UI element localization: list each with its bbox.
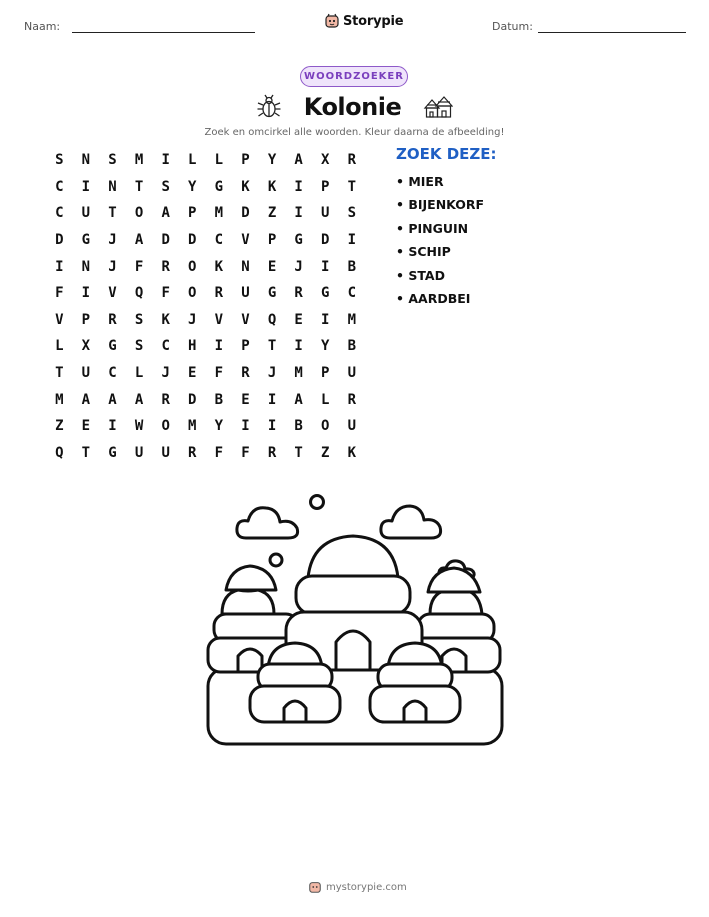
grid-letter[interactable]: R <box>241 365 250 382</box>
letter-grid <box>46 147 365 466</box>
grid-letter[interactable]: A <box>81 391 91 408</box>
right-dome-top <box>430 590 482 614</box>
grid-letter[interactable]: K <box>214 258 224 275</box>
grid-letter[interactable]: C <box>214 232 224 249</box>
grid-letter[interactable]: U <box>81 205 91 222</box>
grid-letter[interactable]: B <box>294 418 303 435</box>
grid-letter[interactable]: S <box>134 338 144 355</box>
grid-letter[interactable]: E <box>81 418 91 435</box>
grid-letter[interactable]: P <box>81 311 91 328</box>
grid-letter[interactable]: Z <box>321 444 330 461</box>
grid-row <box>46 174 365 201</box>
grid-letter[interactable]: L <box>55 338 64 355</box>
grid-letter[interactable]: G <box>81 232 91 249</box>
grid-letter[interactable]: F <box>241 444 250 461</box>
grid-letter[interactable]: M <box>214 205 224 222</box>
storypie-logo-icon <box>324 13 340 29</box>
grid-letter[interactable]: C <box>161 338 170 355</box>
grid-letter[interactable]: F <box>134 258 144 275</box>
footer <box>308 880 407 894</box>
grid-letter[interactable]: L <box>188 152 197 169</box>
word-list-item: • BIJENKORF <box>396 197 485 213</box>
grid-letter[interactable]: J <box>294 258 303 275</box>
brand-logo <box>324 13 403 29</box>
grid-letter[interactable]: I <box>241 418 250 435</box>
grid-letter[interactable]: B <box>347 338 357 355</box>
front-left-door <box>284 701 306 722</box>
grid-letter[interactable]: X <box>81 338 91 355</box>
grid-letter[interactable]: R <box>214 285 224 302</box>
grid-letter[interactable]: Y <box>188 178 197 195</box>
grid-letter[interactable]: R <box>161 391 170 408</box>
grid-letter[interactable]: J <box>267 365 277 382</box>
grid-row <box>46 147 365 174</box>
grid-letter[interactable]: O <box>161 418 170 435</box>
grid-letter[interactable]: G <box>267 285 277 302</box>
grid-row <box>46 333 365 360</box>
grid-letter[interactable]: V <box>55 311 64 328</box>
grid-row <box>46 440 365 467</box>
grid-letter[interactable]: T <box>134 178 144 195</box>
grid-letter[interactable]: F <box>161 285 170 302</box>
grid-letter[interactable]: D <box>188 391 197 408</box>
grid-letter[interactable]: H <box>188 338 197 355</box>
grid-letter[interactable]: F <box>55 285 64 302</box>
worksheet-type-badge: WOORDZOEKER <box>300 66 408 87</box>
grid-letter[interactable]: Z <box>267 205 277 222</box>
grid-letter[interactable]: Y <box>214 418 224 435</box>
grid-letter[interactable]: D <box>241 205 250 222</box>
page-title: Kolonie <box>303 93 402 121</box>
grid-letter[interactable]: Y <box>267 152 277 169</box>
grid-letter[interactable]: P <box>188 205 197 222</box>
grid-letter[interactable]: P <box>241 338 250 355</box>
grid-letter[interactable]: Z <box>55 418 64 435</box>
left-dome-door <box>238 649 262 672</box>
word-list-item: • MIER <box>396 174 444 189</box>
cloud-right <box>381 506 441 538</box>
grid-letter[interactable]: R <box>294 285 303 302</box>
grid-letter[interactable]: F <box>214 444 224 461</box>
word-list <box>396 170 484 310</box>
cloud-left <box>237 508 298 538</box>
grid-letter[interactable]: G <box>294 232 303 249</box>
bubble <box>270 554 282 566</box>
grid-letter[interactable]: W <box>134 418 144 435</box>
grid-letter[interactable]: R <box>347 152 357 169</box>
word-list-heading: ZOEK DEZE: <box>396 145 497 163</box>
grid-letter[interactable]: J <box>188 311 197 328</box>
grid-letter[interactable]: M <box>188 418 197 435</box>
grid-letter[interactable]: A <box>294 152 303 169</box>
grid-letter[interactable]: J <box>161 365 170 382</box>
grid-letter[interactable]: I <box>321 311 330 328</box>
grid-letter[interactable]: A <box>134 391 144 408</box>
word-list-item: • SCHIP <box>396 244 451 260</box>
grid-letter[interactable]: P <box>241 152 250 169</box>
grid-letter[interactable]: I <box>267 391 277 408</box>
word-list-item: • STAD <box>396 267 445 283</box>
grid-row <box>46 253 365 280</box>
date-label: Datum: <box>492 20 533 33</box>
grid-letter[interactable]: A <box>294 391 303 408</box>
grid-letter[interactable]: R <box>108 311 117 328</box>
grid-letter[interactable]: S <box>108 152 117 169</box>
word-list-item: • PINGUIN <box>396 220 469 236</box>
grid-letter[interactable]: T <box>347 178 357 195</box>
grid-row <box>46 413 365 440</box>
footer-url[interactable]: mystorypie.com <box>326 881 407 893</box>
grid-letter[interactable]: L <box>321 391 330 408</box>
bubble <box>311 496 324 509</box>
grid-letter[interactable]: R <box>161 258 170 275</box>
grid-letter[interactable]: E <box>294 311 303 328</box>
grid-letter[interactable]: Q <box>267 311 277 328</box>
grid-letter[interactable]: J <box>108 232 117 249</box>
grid-letter[interactable]: I <box>81 178 91 195</box>
grid-letter[interactable]: A <box>161 205 170 222</box>
center-dome-tier <box>296 576 410 614</box>
grid-row <box>46 280 365 307</box>
grid-letter[interactable]: U <box>161 444 170 461</box>
title-row <box>0 92 709 122</box>
grid-letter[interactable]: J <box>108 258 117 275</box>
word-list-item: • AARDBEI <box>396 290 471 306</box>
grid-letter[interactable]: U <box>347 418 357 435</box>
left-dome-top <box>222 590 274 614</box>
colony-illustration[interactable] <box>200 488 510 750</box>
grid-letter[interactable]: L <box>134 365 144 382</box>
grid-letter[interactable]: G <box>108 444 117 461</box>
huts-icon <box>423 94 453 120</box>
grid-letter[interactable]: T <box>294 444 303 461</box>
grid-row <box>46 360 365 387</box>
grid-letter[interactable]: T <box>267 338 277 355</box>
grid-letter[interactable]: A <box>134 232 144 249</box>
grid-letter[interactable]: S <box>161 178 170 195</box>
grid-letter[interactable]: D <box>55 232 64 249</box>
grid-letter[interactable]: L <box>214 152 224 169</box>
grid-letter[interactable]: N <box>81 152 91 169</box>
grid-letter[interactable]: N <box>81 258 91 275</box>
name-line[interactable] <box>72 32 255 33</box>
name-label: Naam: <box>24 20 61 33</box>
grid-letter[interactable]: O <box>188 258 197 275</box>
grid-letter[interactable]: I <box>294 178 303 195</box>
grid-letter[interactable]: U <box>134 444 144 461</box>
grid-letter[interactable]: C <box>55 178 64 195</box>
date-line[interactable] <box>538 32 686 33</box>
grid-letter[interactable]: N <box>108 178 117 195</box>
grid-letter[interactable]: K <box>241 178 250 195</box>
grid-letter[interactable]: D <box>161 232 170 249</box>
brand-name: Storypie <box>343 13 404 29</box>
grid-letter[interactable]: I <box>81 285 91 302</box>
grid-letter[interactable]: T <box>55 365 64 382</box>
grid-letter[interactable]: K <box>161 311 170 328</box>
grid-letter[interactable]: I <box>161 152 170 169</box>
grid-letter[interactable]: M <box>134 152 144 169</box>
left-dome-cap <box>226 566 276 590</box>
grid-letter[interactable]: I <box>108 418 117 435</box>
center-dome-cap <box>308 536 398 578</box>
grid-letter[interactable]: I <box>214 338 224 355</box>
grid-letter[interactable]: U <box>347 365 357 382</box>
grid-letter[interactable]: Q <box>55 444 64 461</box>
grid-letter[interactable]: E <box>267 258 277 275</box>
grid-row <box>46 386 365 413</box>
grid-letter[interactable]: V <box>241 232 250 249</box>
grid-letter[interactable]: T <box>108 205 117 222</box>
grid-letter[interactable]: S <box>55 152 64 169</box>
bug-icon <box>256 94 282 120</box>
grid-letter[interactable]: X <box>321 152 330 169</box>
grid-letter[interactable]: I <box>55 258 64 275</box>
grid-letter[interactable]: I <box>347 232 357 249</box>
grid-letter[interactable]: I <box>294 338 303 355</box>
grid-letter[interactable]: P <box>321 365 330 382</box>
grid-letter[interactable]: K <box>267 178 277 195</box>
grid-letter[interactable]: P <box>267 232 277 249</box>
grid-row <box>46 227 365 254</box>
grid-letter[interactable]: R <box>267 444 277 461</box>
grid-letter[interactable]: U <box>81 365 91 382</box>
grid-letter[interactable]: R <box>347 391 357 408</box>
grid-letter[interactable]: G <box>214 178 224 195</box>
grid-letter[interactable]: F <box>214 365 224 382</box>
grid-letter[interactable]: T <box>81 444 91 461</box>
grid-letter[interactable]: V <box>214 311 224 328</box>
grid-letter[interactable]: K <box>347 444 357 461</box>
grid-letter[interactable]: U <box>241 285 250 302</box>
grid-letter[interactable]: N <box>241 258 250 275</box>
grid-row <box>46 200 365 227</box>
center-dome-door <box>336 631 370 670</box>
grid-letter[interactable]: U <box>321 205 330 222</box>
grid-letter[interactable]: G <box>321 285 330 302</box>
grid-letter[interactable]: I <box>267 418 277 435</box>
grid-letter[interactable]: C <box>347 285 357 302</box>
grid-letter[interactable]: Y <box>321 338 330 355</box>
grid-letter[interactable]: D <box>321 232 330 249</box>
grid-letter[interactable]: E <box>241 391 250 408</box>
grid-letter[interactable]: S <box>347 205 357 222</box>
grid-letter[interactable]: I <box>321 258 330 275</box>
grid-letter[interactable]: P <box>321 178 330 195</box>
grid-letter[interactable]: O <box>321 418 330 435</box>
grid-letter[interactable]: V <box>108 285 117 302</box>
grid-letter[interactable]: O <box>188 285 197 302</box>
storypie-logo-icon <box>308 880 322 894</box>
grid-letter[interactable]: C <box>108 365 117 382</box>
grid-letter[interactable]: Q <box>134 285 144 302</box>
instructions: Zoek en omcirkel alle woorden. Kleur daarna de afbeelding! <box>204 127 505 138</box>
grid-letter[interactable]: M <box>55 391 64 408</box>
grid-letter[interactable]: R <box>188 444 197 461</box>
grid-letter[interactable]: S <box>134 311 144 328</box>
grid-letter[interactable]: G <box>108 338 117 355</box>
grid-letter[interactable]: O <box>134 205 144 222</box>
grid-letter[interactable]: A <box>108 391 117 408</box>
grid-letter[interactable]: B <box>347 258 357 275</box>
grid-letter[interactable]: M <box>347 311 357 328</box>
grid-letter[interactable]: C <box>55 205 64 222</box>
grid-letter[interactable]: B <box>214 391 224 408</box>
grid-letter[interactable]: E <box>188 365 197 382</box>
grid-letter[interactable]: D <box>188 232 197 249</box>
grid-letter[interactable]: M <box>294 365 303 382</box>
grid-letter[interactable]: I <box>294 205 303 222</box>
grid-letter[interactable]: V <box>241 311 250 328</box>
front-right-door <box>404 701 426 722</box>
grid-row <box>46 307 365 334</box>
